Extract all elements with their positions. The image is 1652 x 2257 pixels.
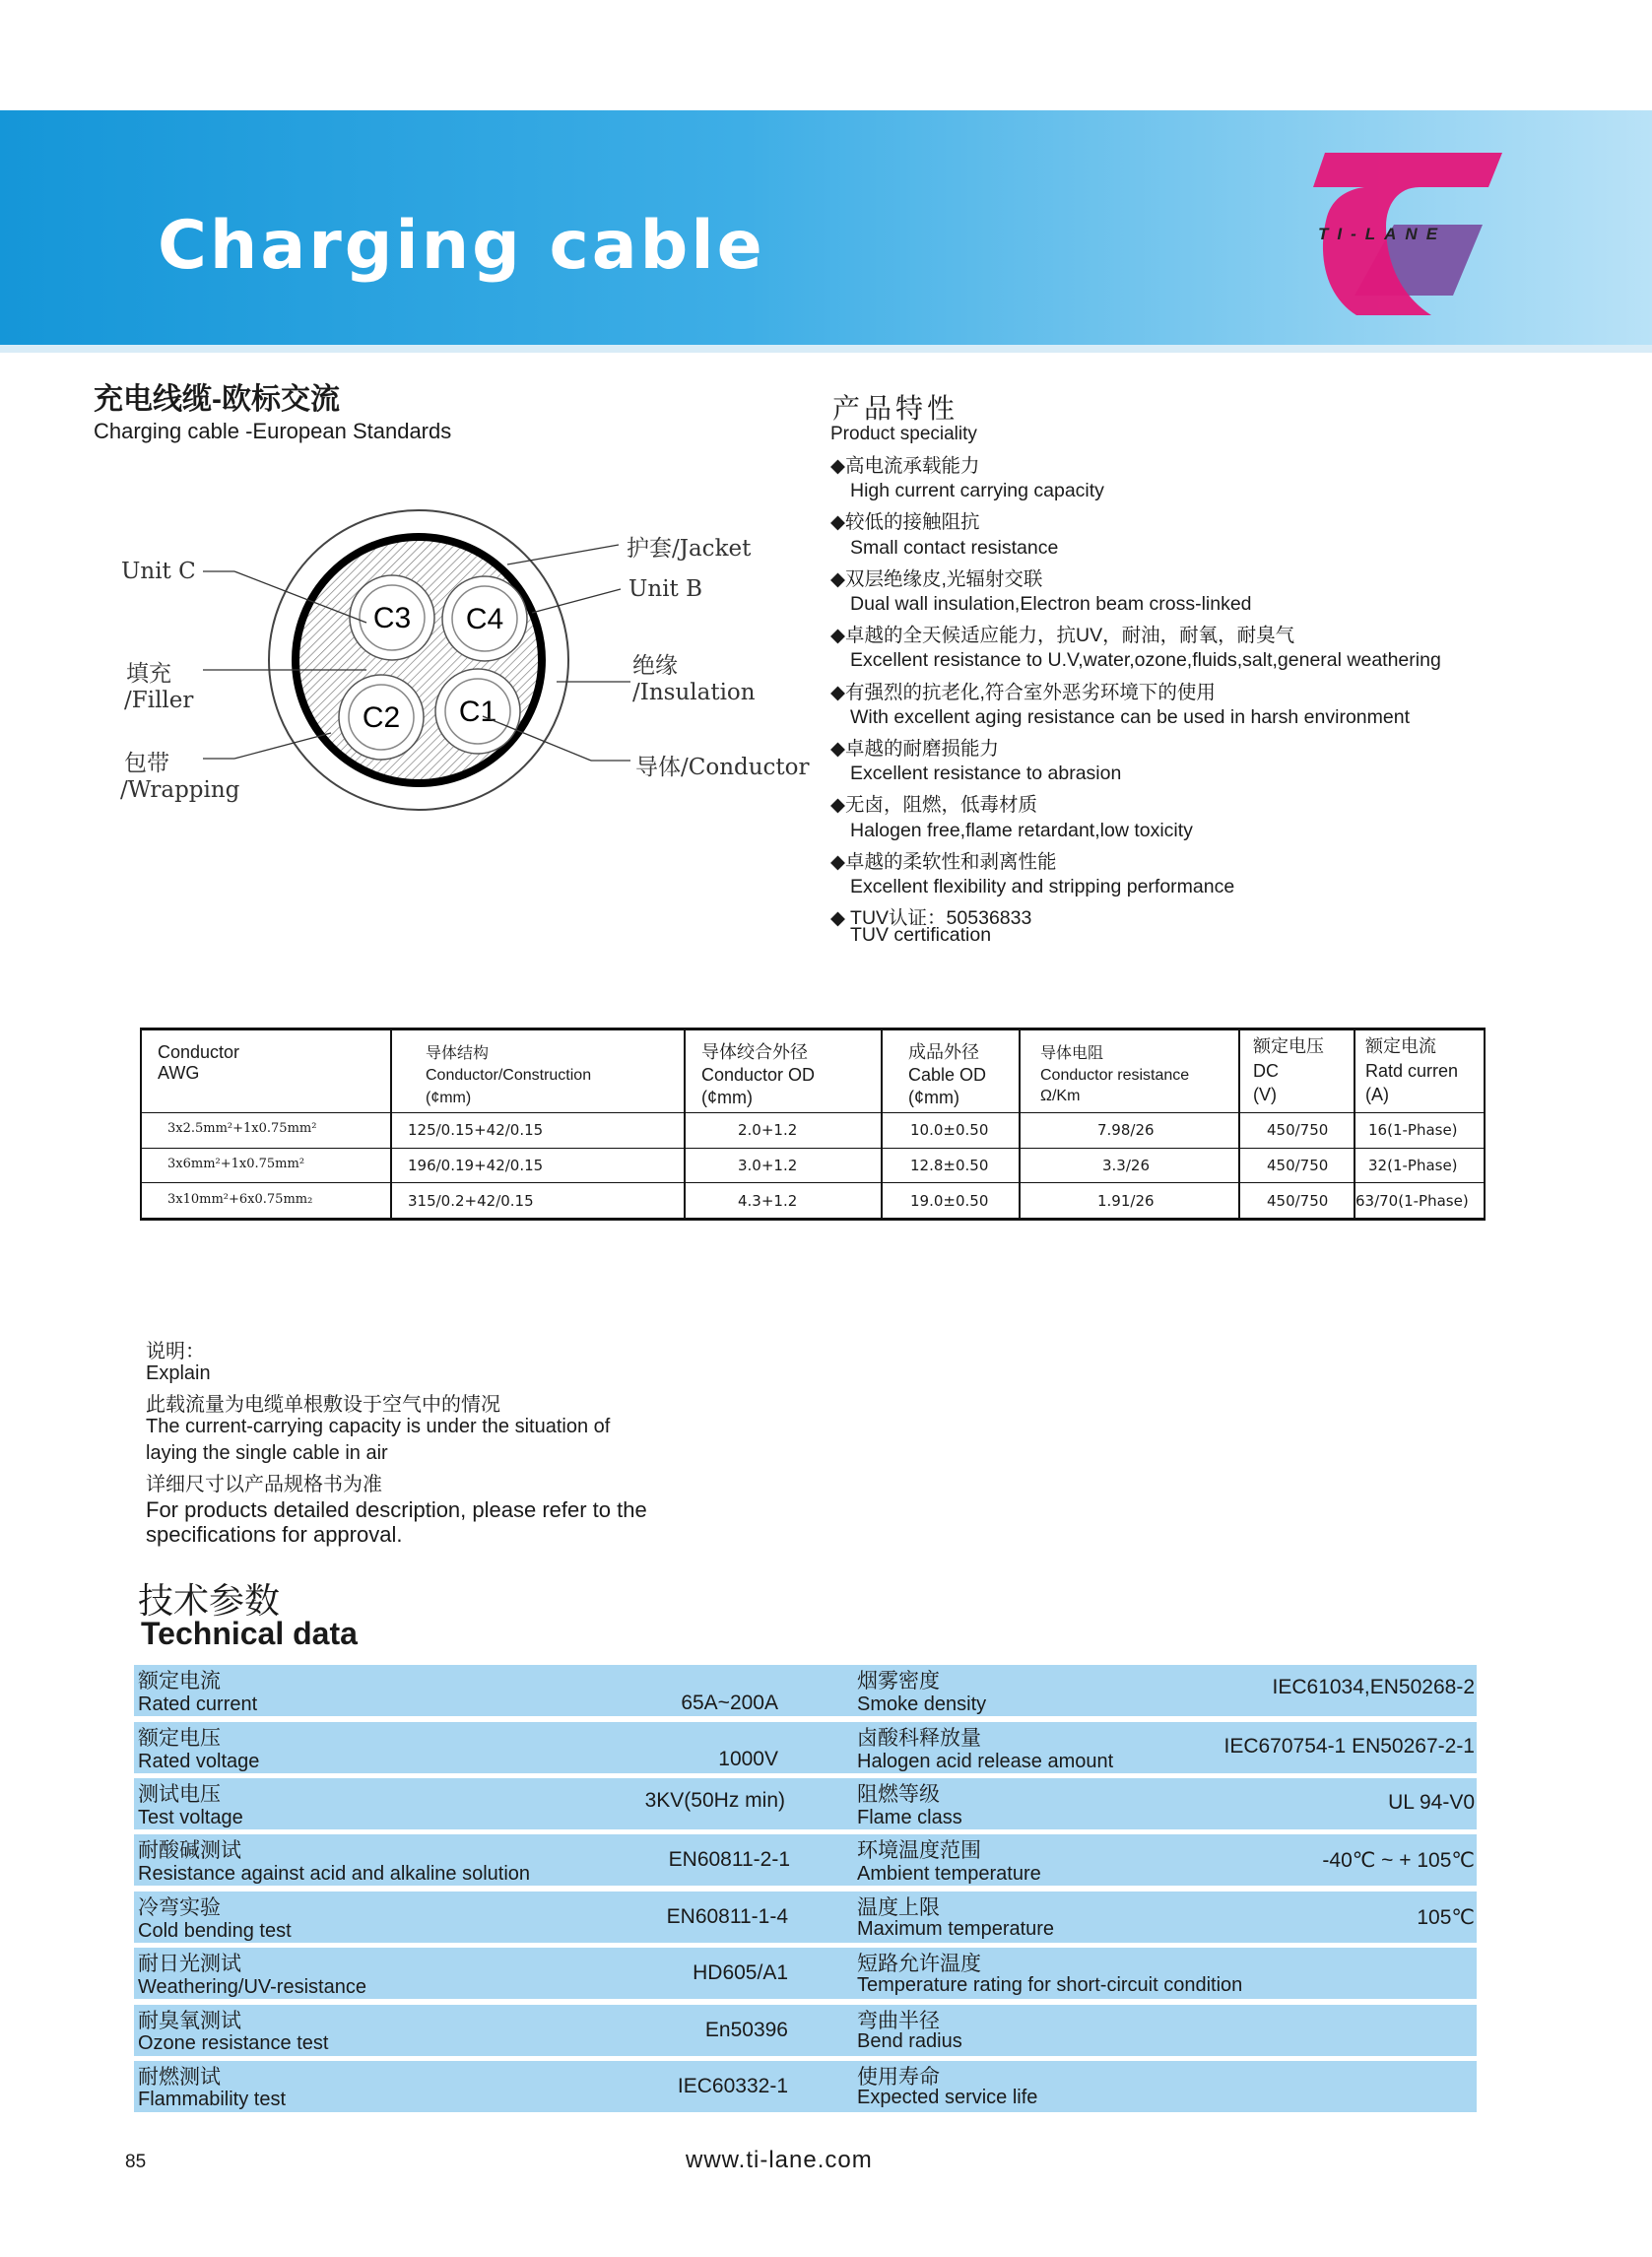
tech-label-en: Maximum temperature bbox=[857, 1918, 1055, 1940]
tech-value: IEC670754-1 EN50267-2-1 bbox=[1223, 1735, 1475, 1758]
table-cell: 7.98/26 bbox=[1097, 1121, 1155, 1139]
table-divider bbox=[684, 1030, 686, 1218]
tech-value: HD605/A1 bbox=[693, 1961, 788, 1984]
tech-value: EN60811-1-4 bbox=[666, 1905, 788, 1928]
table-cell: 3.3/26 bbox=[1102, 1157, 1150, 1174]
label-filler-en: /Filler bbox=[124, 688, 194, 713]
explain-line: 详细尺寸以产品规格书为准 bbox=[146, 1474, 382, 1495]
tech-label-en: Ambient temperature bbox=[857, 1863, 1041, 1885]
label-filler-cn: 填充 bbox=[126, 661, 171, 687]
table-header-cell: 额定电流 bbox=[1365, 1036, 1436, 1056]
tech-value: -40℃ ~ + 105℃ bbox=[1322, 1849, 1475, 1872]
feature-cn: ◆有强烈的抗老化,符合室外恶劣环境下的使用 bbox=[830, 682, 1216, 703]
feature-cn: ◆ TUV认证：50536833 bbox=[830, 907, 1032, 929]
section-title-cn: 充电线缆-欧标交流 bbox=[94, 383, 340, 416]
feature-en: Halogen free,flame retardant,low toxicity bbox=[850, 820, 1193, 841]
label-unit-c: Unit C bbox=[121, 559, 196, 584]
page-title: Charging cable bbox=[158, 207, 765, 285]
feature-en: Small contact resistance bbox=[850, 537, 1059, 559]
tech-label-en: Test voltage bbox=[138, 1807, 243, 1828]
table-cell: 450/750 bbox=[1267, 1192, 1329, 1210]
diagram-leader-lines bbox=[0, 0, 1652, 887]
table-header-cell: (¢mm) bbox=[908, 1088, 959, 1107]
table-cell: 12.8±0.50 bbox=[910, 1157, 989, 1174]
table-header-cell: 成品外径 bbox=[908, 1042, 979, 1062]
table-cell: 4.3+1.2 bbox=[738, 1192, 798, 1210]
core-label-c1: C1 bbox=[458, 696, 497, 728]
table-header-cell: Ω/Km bbox=[1040, 1088, 1081, 1104]
speciality-title: 产品特性 bbox=[832, 393, 959, 424]
speciality-subtitle: Product speciality bbox=[830, 424, 977, 444]
table-cell: 3x6mm²+1x0.75mm² bbox=[167, 1157, 305, 1171]
tech-label-en: Weathering/UV-resistance bbox=[138, 1976, 366, 1998]
logo-text: TI-LANE bbox=[1318, 225, 1447, 243]
core-label-c2: C2 bbox=[362, 701, 401, 734]
tech-label-en: Expected service life bbox=[857, 2087, 1038, 2108]
tech-label-cn: 耐臭氧测试 bbox=[138, 2010, 241, 2032]
table-header-cell: 额定电压 bbox=[1253, 1036, 1324, 1056]
tech-label-cn: 烟雾密度 bbox=[857, 1670, 940, 1693]
table-divider bbox=[390, 1030, 392, 1218]
tech-value: 65A~200A bbox=[681, 1692, 778, 1714]
table-cell: 19.0±0.50 bbox=[910, 1192, 989, 1210]
table-header-cell: 导体结构 bbox=[426, 1045, 490, 1062]
tech-value: UL 94-V0 bbox=[1388, 1791, 1475, 1814]
tech-value: En50396 bbox=[704, 2019, 788, 2041]
explain-line: 说明： bbox=[146, 1341, 205, 1362]
tech-value: 3KV(50Hz min) bbox=[644, 1789, 785, 1812]
tech-row-bg bbox=[134, 2061, 1477, 2112]
table-cell: 315/0.2+42/0.15 bbox=[408, 1192, 534, 1210]
section-title-en: Charging cable -European Standards bbox=[94, 419, 452, 443]
table-header-cell: (¢mm) bbox=[701, 1088, 753, 1107]
tech-label-cn: 冷弯实验 bbox=[138, 1896, 221, 1919]
tech-label-en: Temperature rating for short-circuit condition bbox=[857, 1974, 1243, 1996]
feature-en: Excellent flexibility and stripping performance bbox=[850, 876, 1235, 897]
feature-en: High current carrying capacity bbox=[850, 480, 1104, 501]
label-jacket: 护套/Jacket bbox=[627, 536, 752, 562]
label-unit-b: Unit B bbox=[628, 576, 703, 602]
page-number: 85 bbox=[125, 2152, 147, 2172]
table-header-cell: (¢mm) bbox=[426, 1090, 472, 1106]
tech-row-bg bbox=[134, 2005, 1477, 2056]
core-label-c4: C4 bbox=[465, 603, 504, 635]
explain-line: Explain bbox=[146, 1362, 211, 1384]
technical-title-en: Technical data bbox=[141, 1616, 358, 1651]
feature-en: Dual wall insulation,Electron beam cross-linked bbox=[850, 593, 1252, 615]
tech-value: IEC61034,EN50268-2 bbox=[1272, 1676, 1475, 1698]
table-header-cell: 导体绞合外径 bbox=[701, 1042, 808, 1062]
tech-label-en: Halogen acid release amount bbox=[857, 1751, 1114, 1772]
feature-cn: ◆双层绝缘皮,光辐射交联 bbox=[830, 568, 1043, 590]
table-header-cell: Cable OD bbox=[908, 1065, 987, 1085]
tech-label-en: Rated current bbox=[138, 1693, 258, 1715]
table-header-cell: Conductor bbox=[158, 1042, 240, 1062]
table-row-divider bbox=[142, 1148, 1484, 1149]
feature-en: With excellent aging resistance can be used in harsh environment bbox=[850, 706, 1410, 728]
tech-value: 1000V bbox=[718, 1748, 778, 1770]
feature-cn: ◆卓越的柔软性和剥离性能 bbox=[830, 851, 1057, 873]
tech-value: EN60811-2-1 bbox=[668, 1848, 790, 1871]
tech-label-cn: 弯曲半径 bbox=[857, 2010, 940, 2032]
table-cell: 3x10mm²+6x0.75mm₂ bbox=[167, 1192, 313, 1207]
core-label-c3: C3 bbox=[372, 602, 412, 634]
tech-value: IEC60332-1 bbox=[677, 2075, 788, 2097]
feature-en: Excellent resistance to U.V,water,ozone,fluids,salt,general weathering bbox=[850, 649, 1441, 671]
table-row-divider bbox=[142, 1182, 1484, 1183]
tech-label-en: Ozone resistance test bbox=[138, 2032, 329, 2054]
tech-label-cn: 额定电压 bbox=[138, 1727, 221, 1750]
tech-label-cn: 短路允许温度 bbox=[857, 1953, 981, 1975]
table-cell: 2.0+1.2 bbox=[738, 1121, 798, 1139]
tech-label-cn: 耐燃测试 bbox=[138, 2066, 221, 2089]
table-divider bbox=[1238, 1030, 1240, 1218]
table-divider bbox=[1354, 1030, 1355, 1218]
feature-en: TUV certification bbox=[850, 924, 992, 946]
tech-label-cn: 温度上限 bbox=[857, 1896, 940, 1919]
table-cell: 10.0±0.50 bbox=[910, 1121, 989, 1139]
table-header-cell: Conductor OD bbox=[701, 1065, 816, 1085]
feature-cn: ◆卓越的耐磨损能力 bbox=[830, 738, 999, 760]
explain-line: specifications for approval. bbox=[146, 1522, 403, 1547]
tech-label-cn: 使用寿命 bbox=[857, 2066, 940, 2089]
label-wrapping-cn: 包带 bbox=[124, 751, 169, 776]
table-header-cell: 导体电阻 bbox=[1040, 1045, 1104, 1062]
table-divider bbox=[1019, 1030, 1021, 1218]
tech-label-cn: 阻燃等级 bbox=[857, 1783, 940, 1806]
tech-label-en: Smoke density bbox=[857, 1693, 987, 1715]
table-cell: 32(1-Phase) bbox=[1368, 1157, 1458, 1174]
table-cell: 450/750 bbox=[1267, 1121, 1329, 1139]
table-header-cell: Conductor/Construction bbox=[426, 1067, 592, 1084]
table-header-cell: Ratd curren bbox=[1365, 1061, 1459, 1081]
table-header-cell: AWG bbox=[158, 1063, 200, 1083]
feature-en: Excellent resistance to abrasion bbox=[850, 763, 1122, 784]
feature-cn: ◆较低的接触阻抗 bbox=[830, 511, 980, 533]
label-insulation-en: /Insulation bbox=[632, 680, 756, 705]
tech-label-cn: 环境温度范围 bbox=[857, 1839, 981, 1862]
label-wrapping-en: /Wrapping bbox=[120, 777, 240, 803]
explain-line: For products detailed description, please refer to the bbox=[146, 1497, 647, 1522]
tech-label-en: Flame class bbox=[857, 1807, 962, 1828]
table-cell: 16(1-Phase) bbox=[1368, 1121, 1458, 1139]
spec-table bbox=[140, 1028, 1486, 1221]
tech-value: 105℃ bbox=[1417, 1906, 1475, 1929]
table-cell: 63/70(1-Phase) bbox=[1355, 1192, 1469, 1210]
website-link[interactable]: www.ti-lane.com bbox=[686, 2147, 873, 2173]
tech-label-en: Resistance against acid and alkaline solution bbox=[138, 1863, 531, 1885]
tech-label-en: Flammability test bbox=[138, 2089, 287, 2110]
feature-cn: ◆无卤，阻燃，低毒材质 bbox=[830, 794, 1037, 816]
feature-cn: ◆高电流承载能力 bbox=[830, 455, 980, 477]
table-cell: 3x2.5mm²+1x0.75mm² bbox=[167, 1121, 317, 1136]
technical-title-cn: 技术参数 bbox=[138, 1580, 281, 1621]
feature-cn: ◆卓越的全天候适应能力，抗UV，耐油，耐氧，耐臭气 bbox=[830, 625, 1295, 646]
label-insulation-cn: 绝缘 bbox=[632, 653, 678, 679]
table-cell: 1.91/26 bbox=[1097, 1192, 1155, 1210]
table-header-cell: Conductor resistance bbox=[1040, 1067, 1190, 1084]
tech-label-cn: 耐日光测试 bbox=[138, 1953, 241, 1975]
table-cell: 3.0+1.2 bbox=[738, 1157, 798, 1174]
explain-line: 此载流量为电缆单根敷设于空气中的情况 bbox=[146, 1394, 500, 1416]
explain-line: laying the single cable in air bbox=[146, 1442, 388, 1464]
tech-label-en: Bend radius bbox=[857, 2030, 962, 2052]
table-cell: 196/0.19+42/0.15 bbox=[408, 1157, 544, 1174]
table-header-cell: (A) bbox=[1365, 1085, 1389, 1104]
tech-label-cn: 测试电压 bbox=[138, 1783, 221, 1806]
tech-label-cn: 额定电流 bbox=[138, 1670, 221, 1693]
table-row-divider bbox=[142, 1112, 1484, 1113]
tech-label-en: Cold bending test bbox=[138, 1920, 292, 1942]
tech-label-en: Rated voltage bbox=[138, 1751, 260, 1772]
tech-label-cn: 耐酸碱测试 bbox=[138, 1839, 241, 1862]
label-conductor: 导体/Conductor bbox=[635, 755, 810, 780]
table-divider bbox=[881, 1030, 883, 1218]
tech-label-cn: 卤酸科释放量 bbox=[857, 1727, 981, 1750]
table-header-cell: DC bbox=[1253, 1061, 1279, 1081]
table-header-cell: (V) bbox=[1253, 1085, 1277, 1104]
table-cell: 450/750 bbox=[1267, 1157, 1329, 1174]
explain-line: The current-carrying capacity is under the situation of bbox=[146, 1416, 611, 1437]
table-cell: 125/0.15+42/0.15 bbox=[408, 1121, 544, 1139]
